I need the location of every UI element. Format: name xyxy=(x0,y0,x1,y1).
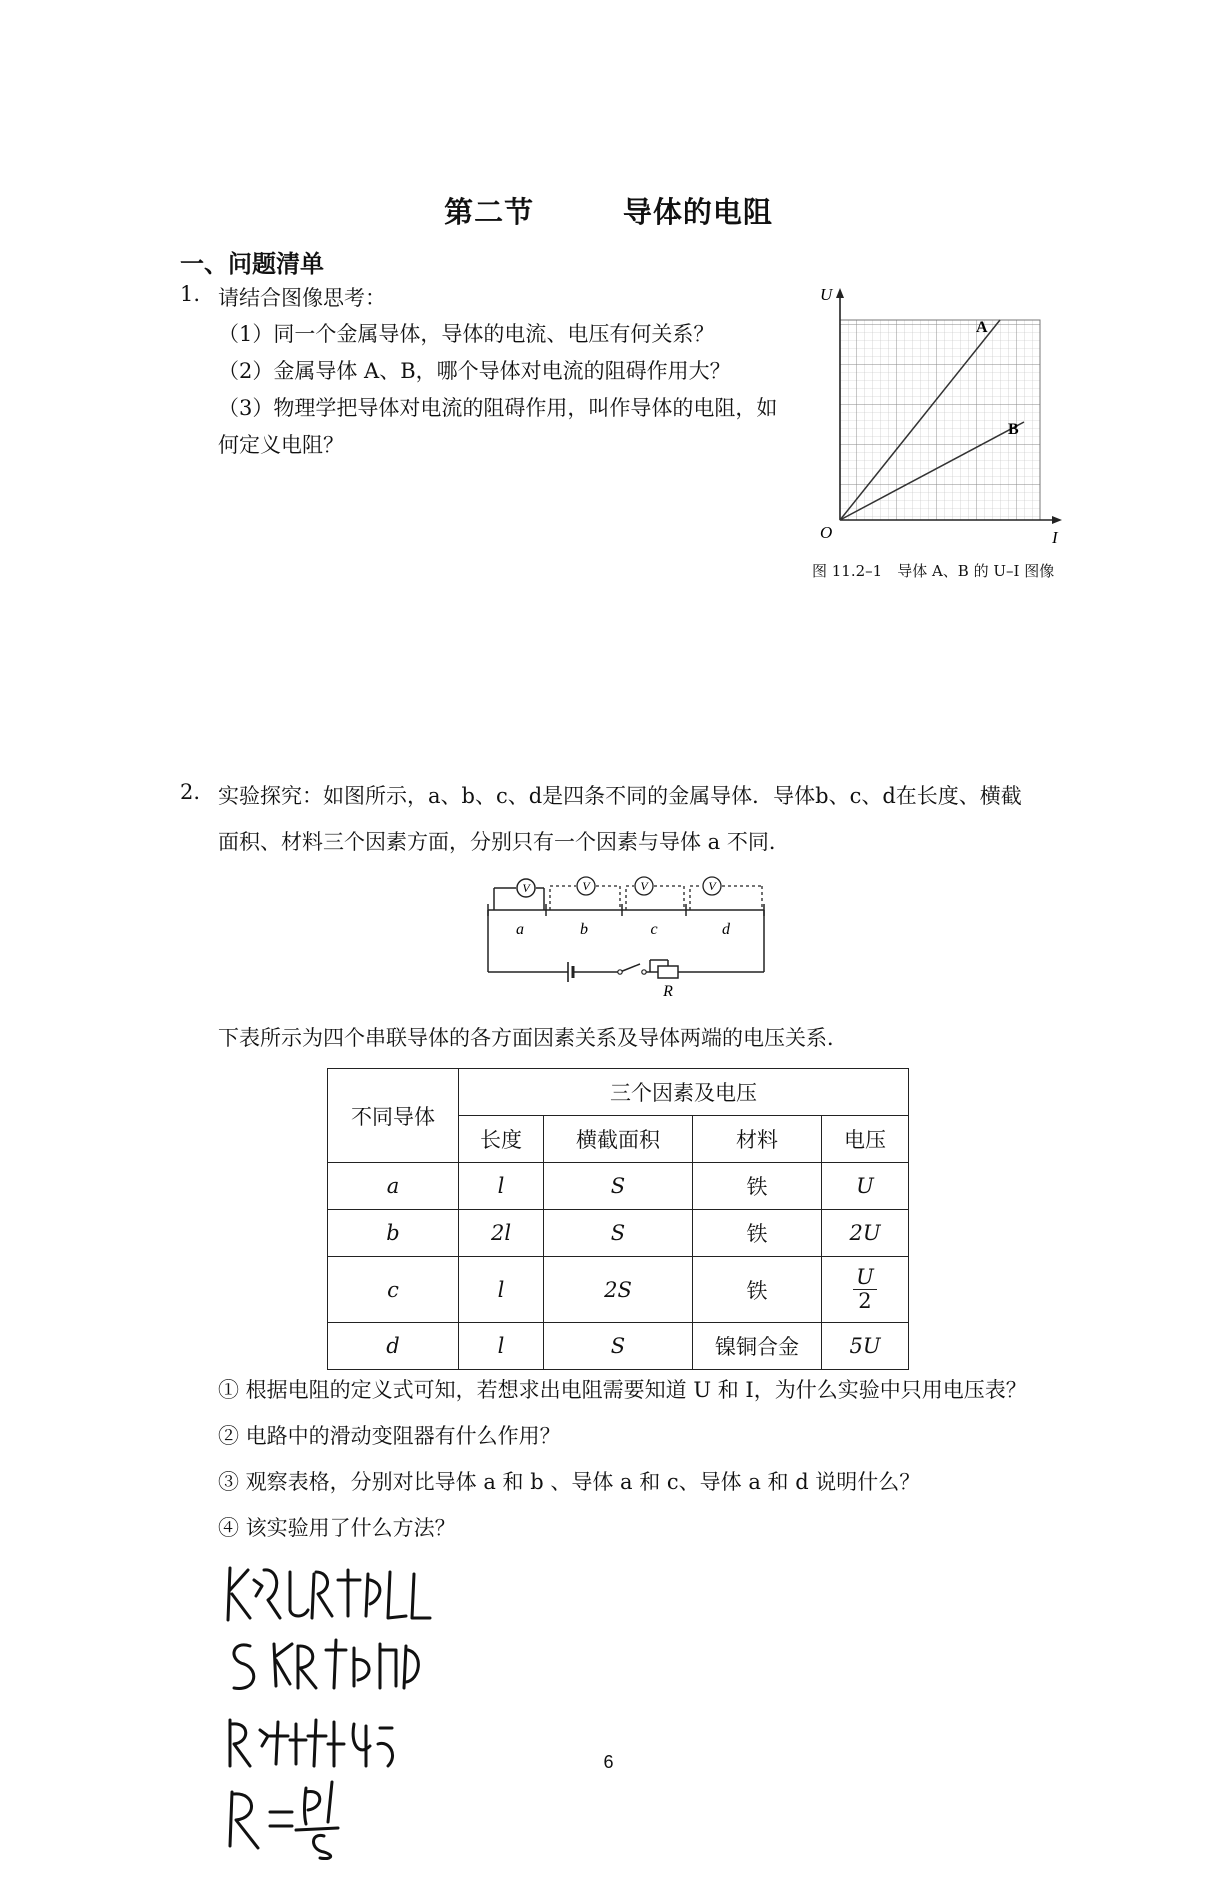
cell-name: c xyxy=(328,1257,459,1323)
cell-voltage: 5U xyxy=(822,1323,909,1370)
subquestion-4: ④ 该实验用了什么方法？ xyxy=(218,1516,456,1540)
col-material: 材料 xyxy=(693,1116,822,1163)
q1-item-2: （2）金属导体 A、B，哪个导体对电流的阻碍作用大？ xyxy=(218,359,731,383)
q1-item-3-cont: 何定义电阻？ xyxy=(218,433,344,457)
col-area: 横截面积 xyxy=(544,1116,693,1163)
q2-line-2: 面积、材料三个因素方面，分别只有一个因素与导体 a 不同． xyxy=(218,830,790,854)
line-a-label: A xyxy=(976,319,988,336)
switch xyxy=(618,970,622,974)
cell-name: b xyxy=(328,1210,459,1257)
table-intro: 下表所示为四个串联导体的各方面因素关系及导体两端的电压关系． xyxy=(218,1026,848,1050)
cell-material: 铁 xyxy=(693,1210,822,1257)
group-header: 三个因素及电压 xyxy=(459,1069,909,1116)
cell-material: 铁 xyxy=(693,1257,822,1323)
circuit-diagram xyxy=(480,868,780,1000)
cell-area: S xyxy=(544,1163,693,1210)
y-axis-label: U xyxy=(820,285,833,304)
cell-length: l xyxy=(459,1163,544,1210)
row-header: 不同导体 xyxy=(328,1069,459,1163)
conductor-label-c: c xyxy=(650,921,658,938)
conductor-label-d: d xyxy=(722,921,730,938)
x-axis-label: I xyxy=(1052,528,1058,546)
cell-length: l xyxy=(459,1257,544,1323)
section-heading: 一、问题清单 xyxy=(180,250,324,278)
handwriting-line-4 xyxy=(230,1782,338,1859)
cell-material: 镍铜合金 xyxy=(693,1323,822,1370)
table-row xyxy=(328,1257,909,1323)
rheostat-label: R xyxy=(663,983,673,1000)
handwritten-notes xyxy=(220,1560,440,1860)
page-title xyxy=(0,190,1217,231)
col-length: 长度 xyxy=(459,1116,544,1163)
rheostat xyxy=(658,966,678,978)
conductor-table xyxy=(327,1068,909,1370)
fraction-numerator: U xyxy=(853,1266,877,1289)
ui-graph xyxy=(816,284,1068,546)
cell-voltage: U xyxy=(822,1163,909,1210)
col-voltage: 电压 xyxy=(822,1116,909,1163)
meter-label-d: V xyxy=(708,879,716,893)
page-number: 6 xyxy=(603,1752,614,1772)
subquestion-2: ② 电路中的滑动变阻器有什么作用？ xyxy=(218,1424,561,1448)
subquestion-1: ① 根据电阻的定义式可知，若想求出电阻需要知道 U 和 I，为什么实验中只用电压表？ xyxy=(218,1378,1027,1402)
cell-area: S xyxy=(544,1323,693,1370)
cell-length: 2l xyxy=(459,1210,544,1257)
q2-line-1: 实验探究：如图所示，a、b、c、d是四条不同的金属导体．导体b、c、d在长度、横截 xyxy=(218,784,1022,808)
table-row xyxy=(328,1163,909,1210)
handwriting-line-2 xyxy=(234,1640,418,1688)
q1-item-1: （1）同一个金属导体，导体的电流、电压有何关系？ xyxy=(218,322,715,346)
table-row xyxy=(328,1210,909,1257)
subquestion-3: ③ 观察表格，分别对比导体 a 和 b 、导体 a 和 c、导体 a 和 d 说明什么？ xyxy=(218,1470,921,1494)
origin-label: O xyxy=(820,523,833,542)
q1-item-3: （3）物理学把导体对电流的阻碍作用，叫作导体的电阻，如 xyxy=(218,396,778,420)
conductor-label-a: a xyxy=(516,921,524,938)
conductor-label-b: b xyxy=(580,921,588,938)
q1-lead: 请结合图像思考： xyxy=(218,286,386,310)
handwriting-line-1 xyxy=(228,1568,430,1620)
meter-label-c: V xyxy=(640,879,648,893)
section-topic: 导体的电阻 xyxy=(622,195,773,229)
cell-area: 2S xyxy=(544,1257,693,1323)
cell-length: l xyxy=(459,1323,544,1370)
cell-area: S xyxy=(544,1210,693,1257)
graph-caption: 图 11.2–1 导体 A、B 的 U–I 图像 xyxy=(812,562,1055,580)
table-row xyxy=(328,1323,909,1370)
cell-voltage xyxy=(822,1257,909,1323)
cell-name: a xyxy=(328,1163,459,1210)
cell-voltage: 2U xyxy=(822,1210,909,1257)
section-number: 第二节 xyxy=(444,195,535,229)
cell-material: 铁 xyxy=(693,1163,822,1210)
meter-label-a: V xyxy=(522,881,530,895)
q1-number: 1. xyxy=(180,282,201,306)
line-b-label: B xyxy=(1008,421,1019,438)
fraction-denominator: 2 xyxy=(858,1288,872,1313)
cell-name: d xyxy=(328,1323,459,1370)
meter-label-b: V xyxy=(582,879,590,893)
q2-number: 2. xyxy=(180,780,201,804)
voltage-fraction xyxy=(853,1266,877,1311)
